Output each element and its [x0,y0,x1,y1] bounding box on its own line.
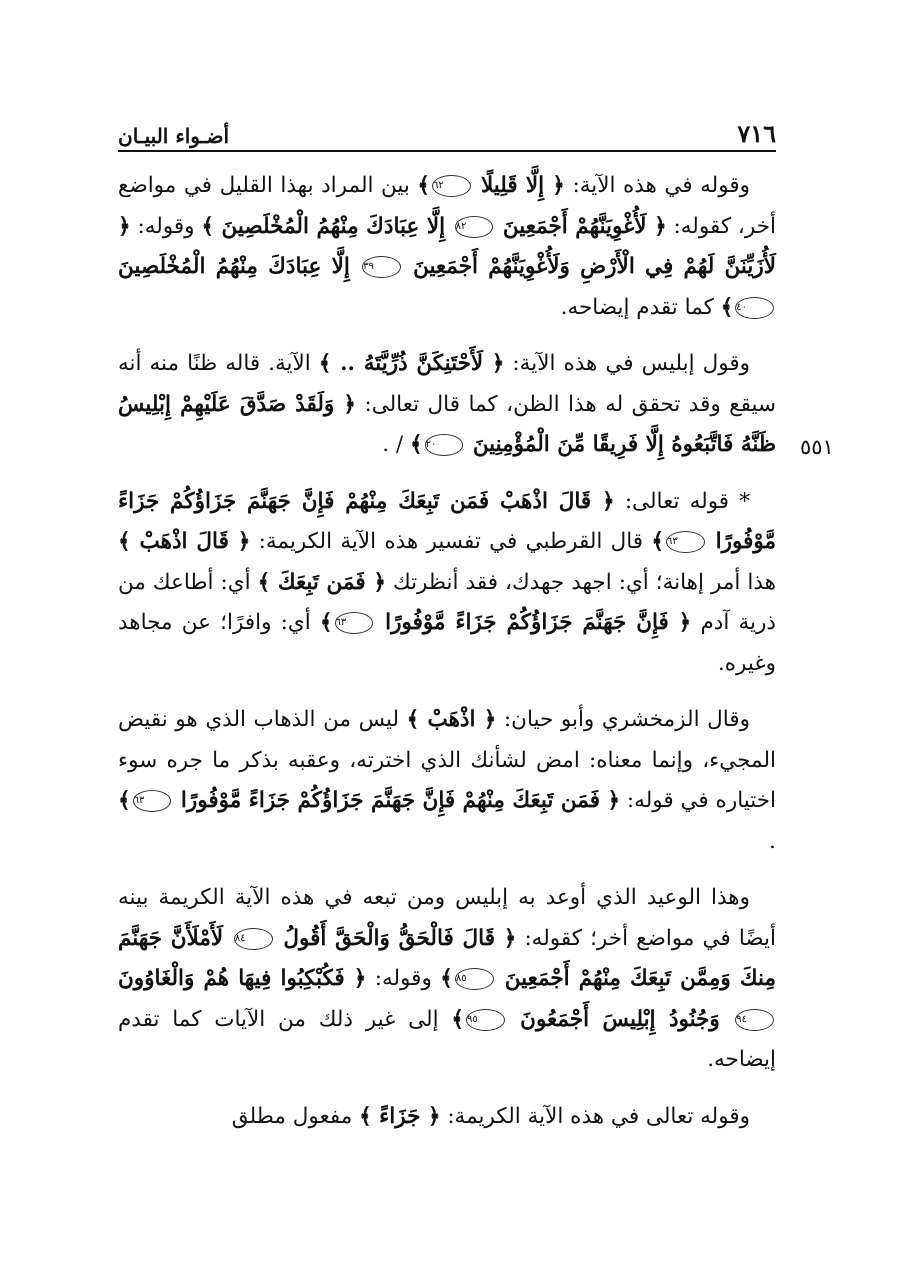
ayah-number-marker: ٦٢ [432,175,471,197]
quran-verse: ﴿ فَكُبْكِبُوا فِيهَا هُمْ وَالْغَاوُونَ [118,966,367,991]
paragraph [118,878,776,1081]
body-text: وقوله: [366,966,441,991]
ayah-number-marker: ٩٤ [735,1009,774,1031]
quran-verse: ﴿ إِلَّا قَلِيلًا [472,173,565,198]
ayah-number-marker: ٩٥ [466,1009,505,1031]
quran-verse: إِلَّا عِبَادَكَ مِنْهُمُ الْمُخْلَصِينَ ﴾ [201,213,453,239]
body-text: إلى غير ذلك من الآيات كما تقدم إيضاحه. [118,1006,776,1072]
quran-verse: ﴿ قَالَ فَالْحَقُّ وَالْحَقَّ أَقُولُ [274,925,517,951]
ayah-number-marker: ٦٣ [666,531,705,553]
ayah-number-marker: ٦٣ [335,612,374,634]
body-text: كما تقدم إيضاحه. [560,294,721,320]
quran-verse: ﴾ [319,610,333,635]
quran-verse: لَأَمْلَأَنَّ جَهَنَّمَ مِنكَ وَمِمَّن تَبِعَكَ مِنْهُمْ أَجْمَعِينَ [118,925,776,991]
body-text: وقول إبليس في هذه الآية: [504,351,750,376]
body-text: هذا أمر إهانة؛ أي: اجهد جهدك، فقد أنظرتك [385,569,777,595]
body-text: وقال الزمخشري وأبو حيان: [496,707,750,732]
body-text: الآية. قاله ظنًا منه أنه سيقع وقد تحقق له هذا الظن، كما قال تعالى: [118,351,777,417]
quran-verse: ﴿ لَأُزَيِّنَنَّ لَهُمْ فِي الْأَرْضِ وَلَأُغْوِيَنَّهُمْ أَجْمَعِينَ [118,213,776,279]
quran-verse: ﴾ [651,529,664,554]
ayah-number-marker: ٨٢ [455,216,494,238]
paragraph [118,1097,776,1138]
body-text: ليس من الذهاب الذي هو نقيض المجيء، وإنما معناه: امض لشأنك الذي اخترته، وعقبه بذكر ما جره سوء اختياره في قوله: [118,707,776,813]
body-text: وهذا الوعيد الذي أوعد به إبليس ومن تبعه في هذه الآية الكريمة بينه أيضًا في مواضع أخر؛ كقوله: [118,885,776,951]
paragraph [118,482,776,685]
quran-verse: ﴿ لَأَحْتَنِكَنَّ ذُرِّيَّتَهُ .. ﴾ [318,351,505,376]
body-text: . [769,828,776,854]
quran-verse: ﴾ [409,432,423,457]
page-number: ٧١٦ [737,119,776,148]
paragraph [118,166,776,328]
quran-verse: ﴾ [417,173,431,198]
body-text: وقوله في هذه الآية: [564,173,750,198]
quran-verse: ﴾ [720,294,734,320]
quran-verse: ﴿ قَالَ اذْهَبْ ﴾ [118,529,251,554]
body-text: مفعول مطلق [231,1103,360,1129]
ayah-number-marker: ٦٣ [133,790,172,812]
ayah-number-marker: ٣٩ [362,256,401,278]
quran-verse: ﴿ فَمَن تَبِعَكَ مِنْهُمْ فَإِنَّ جَهَنَّمَ جَزَاؤُكُمْ جَزَاءً مَّوْفُورًا [173,788,621,813]
book-title: أضـواء البيـان [118,124,230,148]
quran-verse: ﴿ وَلَقَدْ صَدَّقَ عَلَيْهِمْ إِبْلِيسُ ظَنَّهُ فَاتَّبَعُوهُ إِلَّا فَرِيقًا مِّنَ الْمُؤْمِنِينَ [118,391,776,457]
quran-verse: ﴾ [440,966,453,991]
body-text: أي: أطاعك من ذرية آدم [118,569,776,635]
paragraph [118,700,776,862]
ayah-number-marker: ٢٠ [425,434,464,456]
quran-verse: ﴾ [451,1006,464,1032]
body-text: أي: وافرًا؛ عن مجاهد وغيره. [118,610,776,676]
quran-verse: ﴿ لَأُغْوِيَنَّهُمْ أَجْمَعِينَ [495,213,667,239]
page-body [118,166,776,1153]
body-text: وقوله تعالى في هذه الآية الكريمة: [440,1103,750,1129]
body-text: وقوله: [130,213,202,239]
quran-verse: ﴿ جَزَاءً ﴾ [359,1103,441,1129]
ayah-number-marker: ٨٤ [234,928,273,950]
quran-verse: وَجُنُودُ إِبْلِيسَ أَجْمَعُونَ [506,1006,734,1032]
quran-verse: ﴿ اذْهَبْ ﴾ [406,707,497,732]
quran-verse: إِلَّا عِبَادَكَ مِنْهُمُ الْمُخْلَصِينَ [118,254,361,279]
quran-verse: ﴿ فَمَن تَبِعَكَ ﴾ [257,569,386,595]
body-text: * قوله تعالى: [614,488,750,514]
header-rule [118,150,776,152]
quran-verse: ﴾ [118,788,131,813]
paragraph [118,344,776,466]
body-text: بين المراد بهذا القليل في مواضع أخر، كقوله: [118,173,776,239]
ayah-number-marker: ٤٠ [735,297,774,319]
page-header [118,112,776,148]
body-text: قال القرطبي في تفسير هذه الآية الكريمة: [250,529,652,554]
ayah-number-marker: ٨٥ [455,968,494,990]
margin-page-reference: ٥٥١ [800,435,834,459]
quran-verse: ﴿ قَالَ اذْهَبْ فَمَن تَبِعَكَ مِنْهُمْ فَإِنَّ جَهَنَّمَ جَزَاؤُكُمْ جَزَاءً مَّوْفُورًا [118,488,776,554]
quran-verse: ﴿ فَإِنَّ جَهَنَّمَ جَزَاؤُكُمْ جَزَاءً مَّوْفُورًا [375,610,692,635]
body-text: / . [382,432,410,457]
